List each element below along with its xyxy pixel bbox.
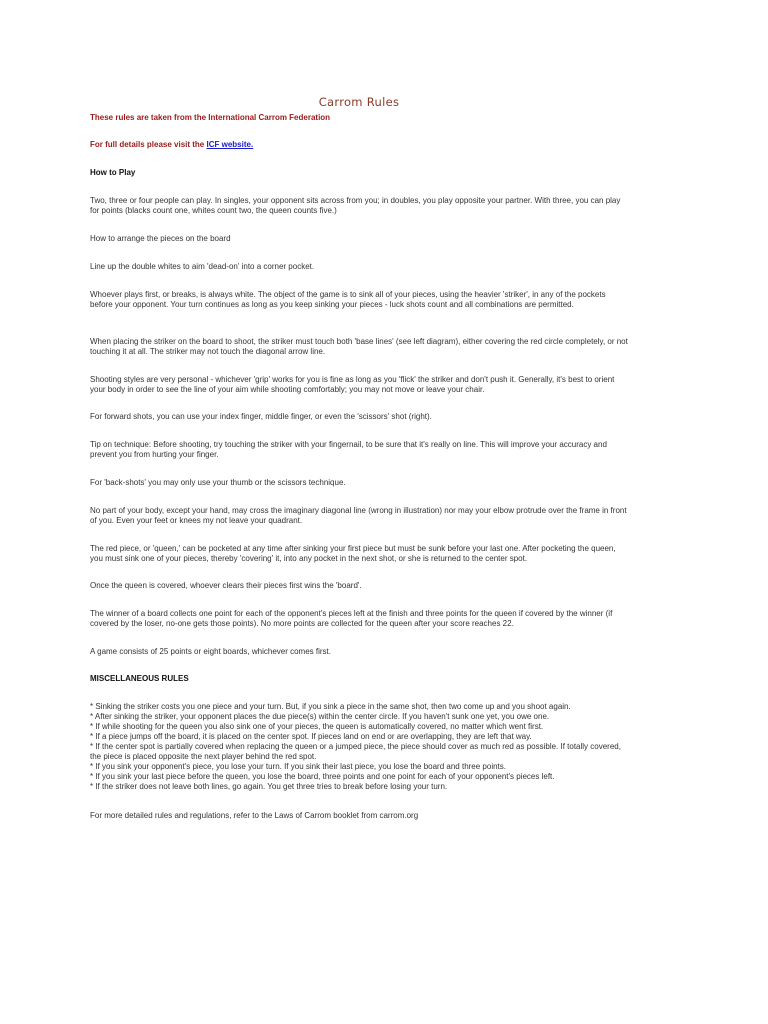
misc-rule: * If a piece jumps off the board, it is placed on the center spot. If pieces land on end or are overlapping, they are left that way.: [90, 732, 532, 741]
paragraph: Tip on technique: Before shooting, try touching the striker with your fingernail, to be sure that it's really on line. This will improve your accuracy and prevent you from hurting your finger.: [90, 440, 607, 459]
details-line: [90, 140, 628, 150]
misc-rule: * If the center spot is partially covered when replacing the queen or a jumped piece, the piece should cover as much red as possible. If totally covered, the piece is placed opposite the next player behind the red spot.: [90, 742, 621, 761]
paragraph: For 'back-shots' you may only use your thumb or the scissors technique.: [90, 478, 346, 487]
misc-rule: * After sinking the striker, your opponent places the due piece(s) within the center circle. If you haven't sunk one yet, you owe one.: [90, 712, 550, 721]
paragraph: For forward shots, you can use your index finger, middle finger, or even the 'scissors' shot (right).: [90, 412, 432, 421]
paragraph: The winner of a board collects one point for each of the opponent's pieces left at the finish and three points for the queen if covered by the winner (if covered by the loser, no-one gets those points). No more points are collected for the queen after your score reaches 22.: [90, 609, 613, 628]
misc-rule: * If the striker does not leave both lines, go again. You get three tries to break before losing your turn.: [90, 782, 448, 791]
misc-heading: MISCELLANEOUS RULES: [90, 674, 189, 683]
paragraph: Once the queen is covered, whoever clears their pieces first wins the 'board'.: [90, 581, 362, 590]
paragraph: Line up the double whites to aim 'dead-on' into a corner pocket.: [90, 262, 315, 271]
paragraph: A game consists of 25 points or eight boards, whichever comes first.: [90, 647, 332, 656]
closing-line: For more detailed rules and regulations, refer to the Laws of Carrom booklet from carrom.org: [90, 811, 419, 820]
misc-rule: * If you sink your last piece before the queen, you lose the board, three points and one point for each of your opponent's pieces left.: [90, 772, 555, 781]
page-title: Carrom Rules: [318, 95, 400, 109]
misc-rule: * Sinking the striker costs you one piece and your turn. But, if you sink a piece in the same shot, then two come up and you shoot again.: [90, 702, 571, 711]
paragraph: No part of your body, except your hand, may cross the imaginary diagonal line (wrong in illustration) nor may your elbow protrude over the frame in front of you. Even your feet or knees my not leave your quadrant.: [90, 506, 627, 525]
paragraph: Two, three or four people can play. In singles, your opponent sits across from you; in doubles, you play opposite your partner. With three, you can play for points (blacks count one, whites count two, the queen counts five.): [90, 196, 621, 215]
paragraph: Shooting styles are very personal - whichever 'grip' works for you is fine as long as you 'flick' the striker and don't push it. Generally, it's best to orient your body in order to see the line of your aim while shooting comfortably; you may not move or leave your chair.: [90, 375, 615, 394]
paragraph: The red piece, or 'queen,' can be pocketed at any time after sinking your first piece but must be sunk before your last one. After pocketing the queen, you must sink one of your pieces, thereby 'covering' it, into any pocket in the next shot, or she is returned to the center spot.: [90, 544, 616, 563]
misc-rules-list: [90, 702, 628, 792]
paragraph: How to arrange the pieces on the board: [90, 234, 231, 243]
misc-rule: * If you sink your opponent's piece, you lose your turn. If you sink their last piece, you lose the board and three points.: [90, 762, 506, 771]
icf-website-link[interactable]: ICF website.: [206, 140, 254, 149]
details-prefix: For full details please visit the: [90, 140, 207, 149]
source-line: These rules are taken from the International Carrom Federation: [90, 113, 331, 122]
paragraph: When placing the striker on the board to shoot, the striker must touch both 'base lines' (see left diagram), either covering the red circle completely, or not touching it at all. The striker may not touch the diagonal arrow line.: [90, 337, 628, 356]
how-to-play-heading: How to Play: [90, 168, 136, 177]
paragraph: Whoever plays first, or breaks, is always white. The object of the game is to sink all of your pieces, using the heavier 'striker', in any of the pockets before your opponent. Your turn continues as long as you keep sinking your pieces - luck shots count and all combinations are permitted.: [90, 290, 606, 309]
misc-rule: * If while shooting for the queen you also sink one of your pieces, the queen is automatically covered, no matter which went first.: [90, 722, 544, 731]
